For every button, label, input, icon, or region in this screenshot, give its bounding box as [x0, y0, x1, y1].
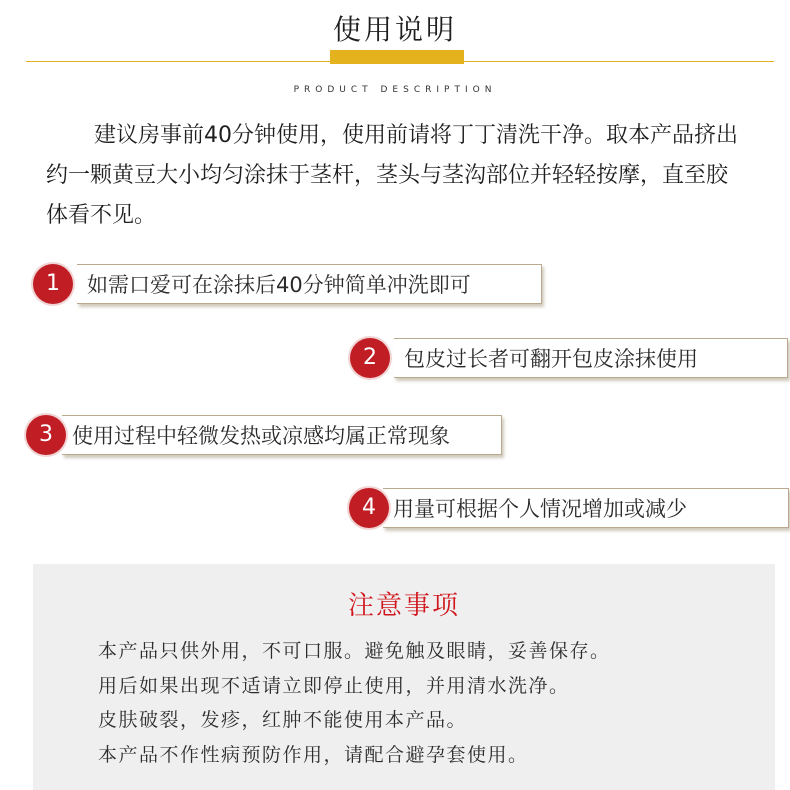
intro-paragraph	[46, 116, 746, 236]
notice-title: 注意事项	[347, 591, 460, 621]
notice-list	[98, 634, 758, 772]
page-title: 使用说明	[332, 13, 457, 46]
tip-number-badge: 3	[26, 415, 66, 455]
notice-line: 皮肤破裂，发疹，红肿不能使用本产品。	[98, 709, 468, 731]
tip-text: 包皮过长者可翻开包皮涂抹使用	[394, 338, 788, 378]
tip-number-badge: 1	[33, 264, 73, 304]
title-divider	[26, 61, 774, 62]
page-subtitle: PRODUCT DESCRIPTION	[293, 85, 497, 95]
intro-text: 建议房事前40分钟使用，使用前请将丁丁清洗干净。取本产品挤出约一颗黄豆大小均匀涂抹于茎杆，茎头与茎沟部位并轻轻按摩，直至胶体看不见。	[46, 123, 738, 228]
tip-text: 使用过程中轻微发热或凉感均属正常现象	[62, 415, 502, 455]
tip-text: 如需口爱可在涂抹后40分钟简单冲洗即可	[77, 264, 542, 304]
notice-line: 本产品不作性病预防作用，请配合避孕套使用。	[98, 743, 529, 766]
notice-panel	[33, 564, 775, 790]
tip-text: 用量可根据个人情况增加或减少	[383, 488, 789, 528]
notice-line: 本产品只供外用，不可口服。避免触及眼睛，妥善保存。	[98, 640, 611, 662]
tip-number-badge: 2	[350, 338, 390, 378]
notice-line: 用后如果出现不适请立即停止使用，并用清水洗净。	[98, 674, 570, 697]
tip-number-badge: 4	[349, 488, 389, 528]
